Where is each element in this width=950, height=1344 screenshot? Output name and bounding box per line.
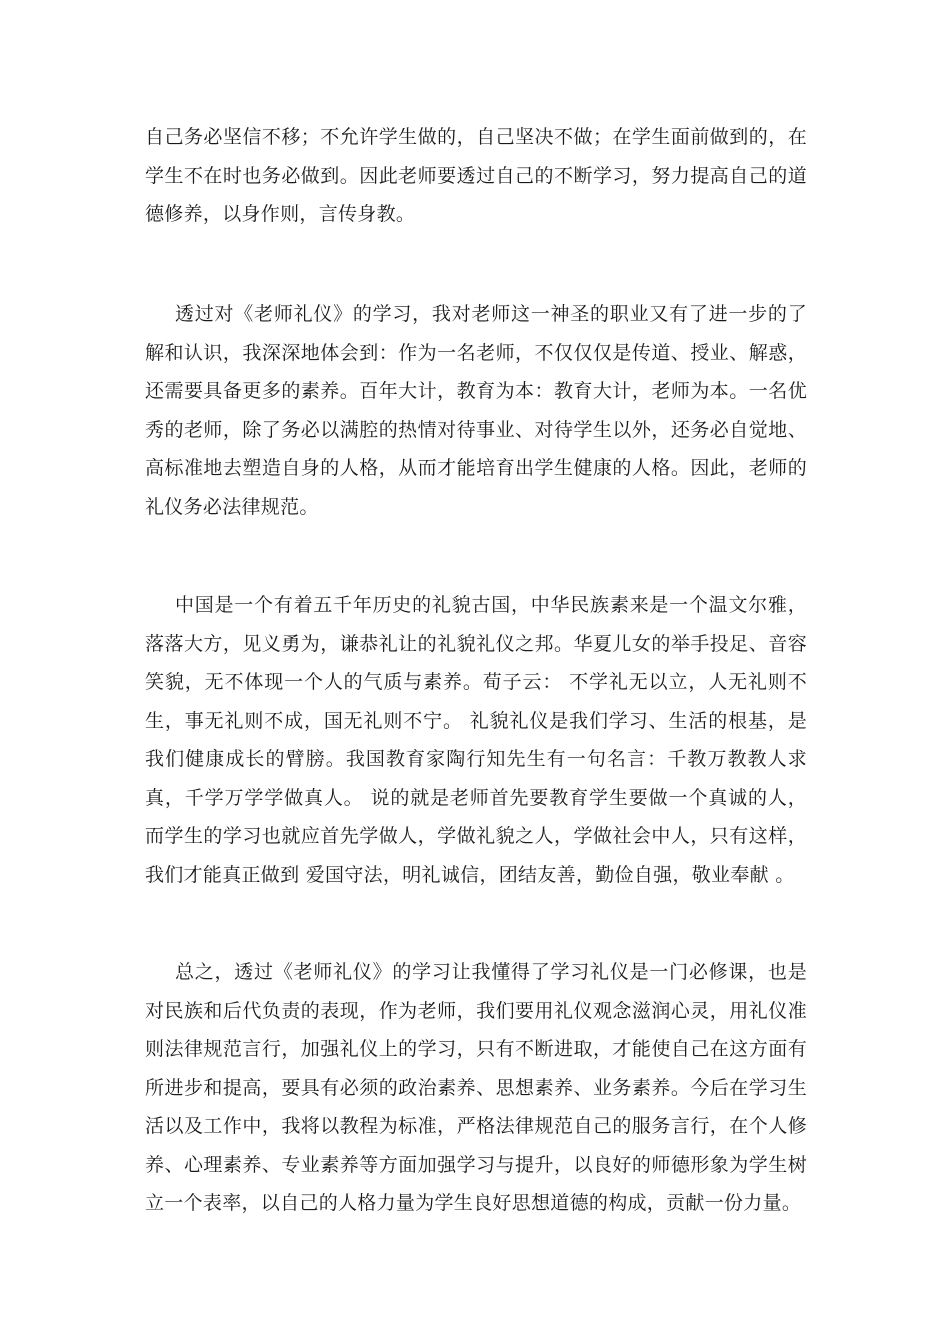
paragraph-teacher-etiquette-study: 透过对《老师礼仪》的学习，我对老师这一神圣的职业又有了进一步的了解和认识，我深深地体会到：作为一名老师，不仅仅仅是传道、授业、解惑，还需要具备更多的素养。百年大计，教育为本：教育大计，老师为本。一名优秀的老师，除了务必以满腔的热情对待事业、对待学生以外，还务必自觉地、高标准地去塑造自身的人格，从而才能培育出学生健康的人格。因此，老师的礼仪务必法律规范。 [145,303,807,518]
paragraph-china-etiquette: 中国是一个有着五千年历史的礼貌古国，中华民族素来是一个温文尔雅，落落大方，见义勇为，谦恭礼让的礼貌礼仪之邦。华夏儿女的举手投足、音容笑貌，无不体现一个人的气质与素养。荀子云： 不学礼无以立，人无礼则不生，事无礼则不成，国无礼则不宁。 礼貌礼仪是我们学习、生活的根基，是我们健康成长的臂膀。我国教育家陶行知先生有一句名言：千教万教教人求真，千学万学学做真人。 说的就是老师首先要教育学生要做一个真诚的人，而学生的学习也就应首先学做人，学做礼貌之人，学做社会中人，只有这样，我们才能真正做到 爱国守法，明礼诚信，团结友善，勤俭自强，敬业奉献 。 [145,594,807,886]
paragraph-conclusion: 总之，透过《老师礼仪》的学习让我懂得了学习礼仪是一门必修课，也是对民族和后代负责的表现，作为老师，我们要用礼仪观念滋润心灵，用礼仪准则法律规范言行，加强礼仪上的学习，只有不断进取，才能使自己在这方面有所进步和提高，要具有必须的政治素养、思想素养、业务素养。今后在学习生活以及工作中，我将以教程为标准，严格法律规范自己的服务言行，在个人修养、心理素养、专业素养等方面加强学习与提升，以良好的师德形象为学生树立一个表率，以自己的人格力量为学生良好思想道德的构成，贡献一份力量。 [145,961,807,1214]
paragraph-continuation: 自己务必坚信不移；不允许学生做的，自己坚决不做；在学生面前做到的，在学生不在时也务必做到。因此老师要透过自己的不断学习，努力提高自己的道德修养，以身作则，言传身教。 [145,126,807,225]
